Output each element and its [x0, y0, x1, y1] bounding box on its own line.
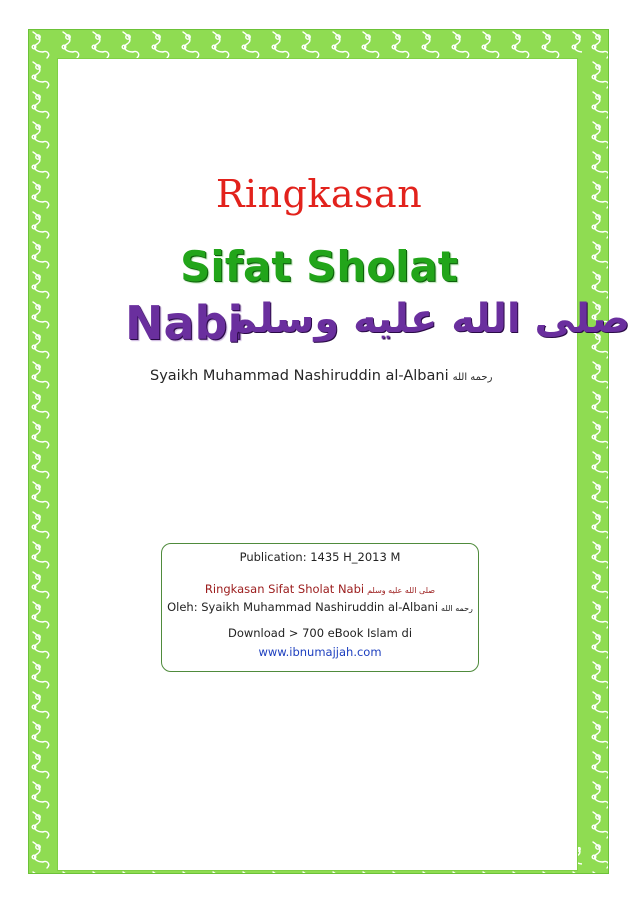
- title-sifat-sholat: Sifat Sholat: [180, 242, 458, 291]
- publication-year: Publication: 1435 H_2013 M: [239, 550, 401, 564]
- book-title-line: [162, 582, 478, 596]
- title-nabi-salawat: صلى الله عليه وسلم: [227, 296, 630, 342]
- by-line: [162, 600, 478, 614]
- title-nabi: Nabi: [125, 296, 244, 350]
- book-title-salawat: صلى الله عليه وسلم: [367, 586, 436, 595]
- by-line-author: Oleh: Syaikh Muhammad Nashiruddin al-Albani: [167, 600, 439, 614]
- author-name: Syaikh Muhammad Nashiruddin al-Albani: [150, 368, 449, 384]
- website-link[interactable]: www.ibnumajjah.com: [258, 645, 382, 659]
- author-line: [150, 368, 530, 384]
- download-text: Download > 700 eBook Islam di: [227, 626, 413, 640]
- book-title: Ringkasan Sifat Sholat Nabi: [204, 582, 365, 596]
- author-honorific: رحمه الله: [452, 372, 493, 383]
- publication-info-box: [161, 543, 479, 672]
- title-nabi-row: [125, 294, 630, 358]
- by-line-honorific: رحمه الله: [441, 604, 473, 613]
- title-ringkasan: Ringkasan: [215, 172, 423, 216]
